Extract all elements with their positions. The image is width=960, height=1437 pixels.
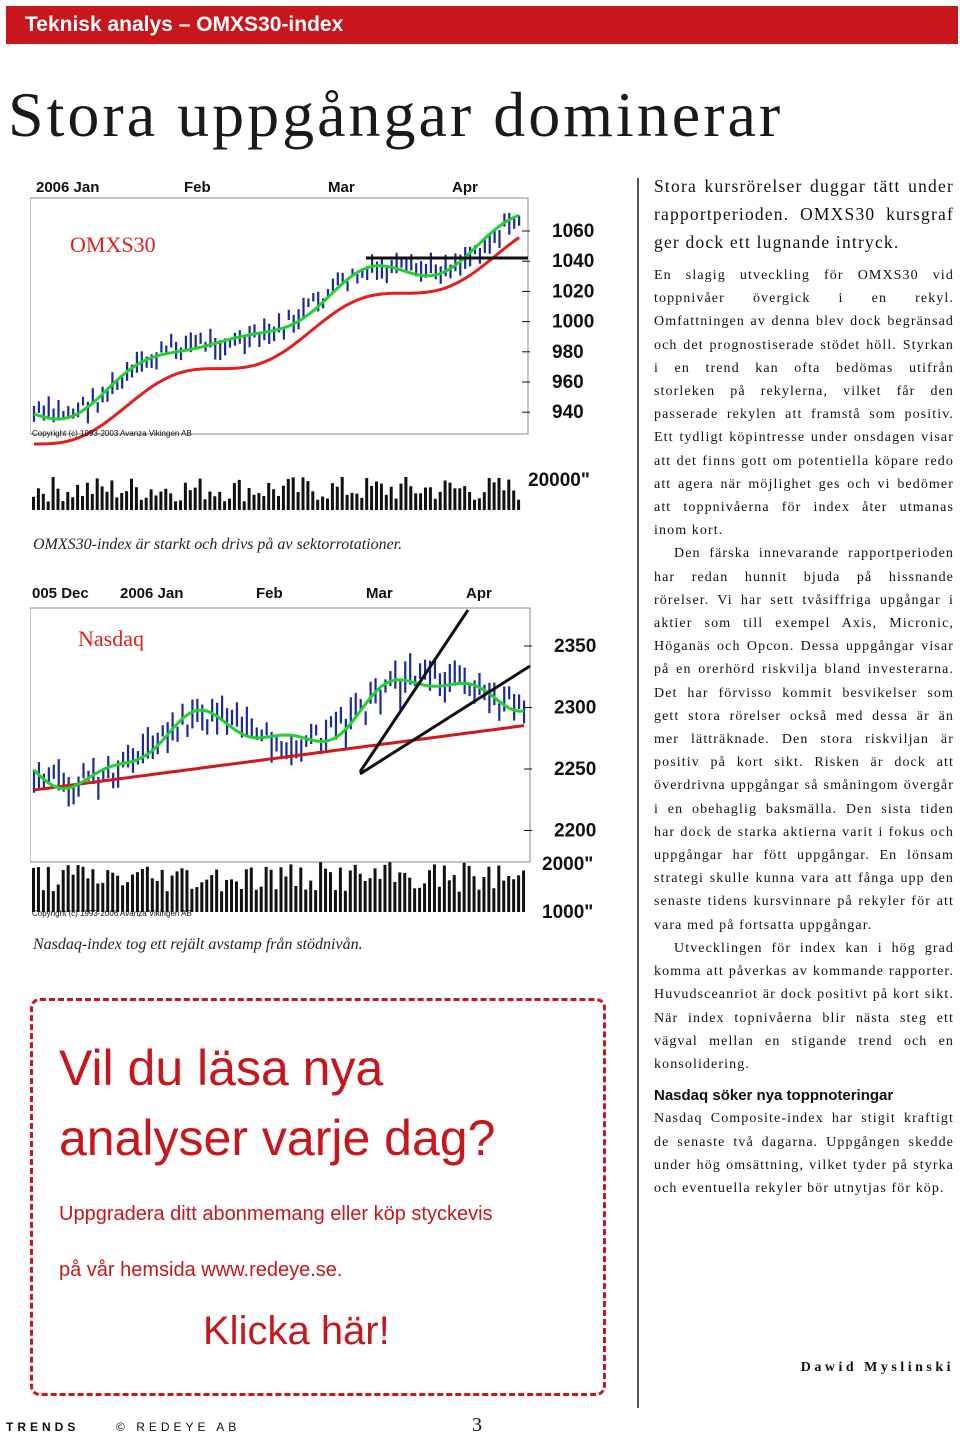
omxs30-axis-label: 980 bbox=[552, 341, 584, 363]
omxs30-month-label: Feb bbox=[184, 179, 211, 196]
omxs30-volume-bar bbox=[336, 487, 339, 510]
omxs30-volume-bar bbox=[248, 488, 251, 510]
omxs30-volume-bar bbox=[507, 480, 510, 510]
nasdaq-volume-bar bbox=[181, 868, 184, 912]
omxs30-volume-bar bbox=[390, 487, 393, 510]
nasdaq-volume-bar bbox=[205, 880, 208, 912]
omxs30-volume-bar bbox=[375, 481, 378, 510]
nasdaq-volume-bar bbox=[314, 890, 317, 912]
nasdaq-volume-bar bbox=[200, 882, 203, 912]
omxs30-volume-bar bbox=[282, 486, 285, 510]
nasdaq-volume-bar bbox=[329, 872, 332, 912]
article-column bbox=[654, 172, 954, 1200]
nasdaq-volume-bar bbox=[215, 870, 218, 912]
omxs30-volume-bar bbox=[331, 483, 334, 510]
nasdaq-volume-bar bbox=[517, 875, 520, 912]
omxs30-volume-bar bbox=[302, 477, 305, 510]
article-paragraph: En slagig utveckling för OMXS30 vid toppnivåer övergick i en rekyl. Omfattningen av denna blev dock begränsad och det prognostiserade stödet höll. Styrkan i en trend kan ofta bedömas utifrån storleken på rekylerna, vilket får den passerade rekylen att framstå som positiv. Ett tydligt köpintresse under onsdagen visar att det finns gott om potentiella köpare redo att agera när möjlighet ges och vi bedömer att toppnivåerna för index åter utmanas inom kort. bbox=[654, 268, 954, 539]
nasdaq-volume-bar bbox=[250, 867, 253, 912]
omxs30-volume-bar bbox=[385, 495, 388, 510]
nasdaq-volume-bar bbox=[171, 876, 174, 912]
nasdaq-volume-bar bbox=[111, 873, 114, 912]
nasdaq-volume-bar bbox=[294, 886, 297, 912]
nasdaq-volume-bar bbox=[156, 881, 159, 912]
nasdaq-volume-bar bbox=[468, 866, 471, 912]
nasdaq-volume-bar bbox=[265, 867, 268, 912]
omxs30-volume-bar bbox=[184, 483, 187, 510]
omxs30-copyright: Copyright (c) 1993-2003 Avanza Vikingen AB bbox=[32, 429, 192, 438]
nasdaq-volume-bar bbox=[62, 870, 65, 912]
nasdaq-volume-bar bbox=[220, 891, 223, 912]
omxs30-series-name: OMXS30 bbox=[70, 232, 156, 257]
omxs30-volume-bar bbox=[439, 492, 442, 510]
omxs30-volume-bar bbox=[449, 483, 452, 510]
omxs30-volume-bar bbox=[243, 501, 246, 510]
nasdaq-volume-bar bbox=[438, 887, 441, 912]
omxs30-volume-bar bbox=[267, 483, 270, 510]
nasdaq-month-label: 005 Dec bbox=[32, 585, 89, 602]
nasdaq-volume-bar bbox=[121, 885, 124, 912]
nasdaq-volume-bar bbox=[86, 878, 89, 912]
nasdaq-volume-bar bbox=[492, 888, 495, 912]
omxs30-volume-bar bbox=[306, 481, 309, 510]
omxs30-volume-bar bbox=[145, 498, 148, 510]
omxs30-volume-bar bbox=[400, 484, 403, 510]
nasdaq-volume-bar bbox=[195, 887, 198, 912]
nasdaq-volume-bar bbox=[443, 865, 446, 912]
section-title: Teknisk analys – OMXS30-index bbox=[25, 13, 344, 36]
nasdaq-chart bbox=[30, 580, 616, 925]
nasdaq-volume-bar bbox=[37, 867, 40, 912]
omxs30-volume-label: 20000" bbox=[528, 470, 590, 491]
nasdaq-volume-bar bbox=[101, 883, 104, 912]
nasdaq-volume-bar bbox=[324, 869, 327, 912]
nasdaq-volume-bar bbox=[458, 892, 461, 912]
ad-headline-2: analyser varje dag? bbox=[59, 1110, 496, 1166]
omxs30-volume-bar bbox=[287, 479, 290, 510]
omxs30-volume-bar bbox=[370, 486, 373, 510]
omxs30-volume-bar bbox=[228, 499, 231, 510]
omxs30-volume-bar bbox=[150, 489, 153, 510]
nasdaq-volume-bar bbox=[448, 880, 451, 912]
omxs30-volume-bar bbox=[365, 478, 368, 510]
omxs30-volume-bar bbox=[409, 486, 412, 510]
omxs30-volume-bar bbox=[395, 499, 398, 510]
omxs30-volume-bar bbox=[458, 488, 461, 510]
omxs30-volume-bar bbox=[262, 496, 265, 510]
omxs30-volume-bar bbox=[125, 491, 128, 510]
nasdaq-volume-bar bbox=[82, 867, 85, 912]
nasdaq-volume-bar bbox=[146, 867, 149, 912]
omxs30-volume-bar bbox=[189, 490, 192, 510]
nasdaq-volume-bar bbox=[235, 881, 238, 912]
ad-headline-1: Vil du läsa nya bbox=[59, 1040, 384, 1096]
omxs30-volume-bar bbox=[96, 478, 99, 510]
omxs30-axis-label: 1020 bbox=[552, 281, 595, 303]
omxs30-volume-bar bbox=[292, 477, 295, 510]
omxs30-volume-bar bbox=[179, 500, 182, 510]
omxs30-volume-bar bbox=[360, 498, 363, 510]
nasdaq-volume-bar bbox=[225, 880, 228, 912]
nasdaq-volume-bar bbox=[176, 871, 179, 912]
omxs30-volume-bar bbox=[174, 501, 177, 510]
nasdaq-volume-bar bbox=[522, 871, 525, 912]
nasdaq-volume-label: 1000" bbox=[542, 902, 594, 923]
nasdaq-volume-bar bbox=[398, 872, 401, 912]
omxs30-volume-bar bbox=[164, 489, 167, 510]
nasdaq-volume-bar bbox=[319, 862, 322, 912]
omxs30-volume-bar bbox=[380, 484, 383, 510]
nasdaq-volume-bar bbox=[379, 879, 382, 912]
omxs30-volume-bar bbox=[429, 487, 432, 510]
omxs30-volume-bar bbox=[316, 500, 319, 510]
omxs30-volume-bar bbox=[32, 497, 35, 510]
omxs30-axis-label: 940 bbox=[552, 402, 584, 424]
nasdaq-volume-bar bbox=[473, 876, 476, 912]
nasdaq-volume-bar bbox=[487, 867, 490, 912]
omxs30-volume-bar bbox=[311, 491, 314, 510]
nasdaq-volume-bar bbox=[141, 869, 144, 912]
omxs30-volume-bar bbox=[253, 495, 256, 510]
nasdaq-volume-bar bbox=[151, 878, 154, 912]
omxs30-volume-bar bbox=[52, 477, 55, 510]
omxs30-volume-bar bbox=[194, 488, 197, 510]
nasdaq-volume-bar bbox=[428, 870, 431, 912]
omxs30-volume-bar bbox=[502, 490, 505, 510]
nasdaq-volume-bar bbox=[57, 885, 60, 912]
omxs30-volume-bar bbox=[47, 501, 50, 510]
omxs30-volume-bar bbox=[115, 497, 118, 510]
omxs30-volume-bar bbox=[419, 493, 422, 510]
omxs30-volume-bar bbox=[81, 496, 84, 510]
omxs30-volume-bar bbox=[355, 494, 358, 510]
omxs30-volume-bar bbox=[101, 486, 104, 510]
nasdaq-axis-label: 2350 bbox=[554, 636, 597, 657]
omxs30-volume-bar bbox=[453, 488, 456, 510]
nasdaq-volume-bar bbox=[72, 875, 75, 912]
nasdaq-volume-bar bbox=[433, 864, 436, 912]
omxs30-volume-bar bbox=[57, 489, 60, 510]
nasdaq-month-label: Mar bbox=[366, 585, 393, 602]
article-lead: Stora kursrörelser duggar tätt under rapportperioden. OMXS30 kursgraf ger dock ett lugnande intryck. bbox=[654, 176, 954, 252]
omxs30-volume-bar bbox=[414, 493, 417, 510]
nasdaq-volume-bar bbox=[91, 869, 94, 912]
nasdaq-volume-label: 2000" bbox=[542, 854, 594, 875]
omxs30-volume-bar bbox=[483, 492, 486, 510]
nasdaq-volume-bar bbox=[339, 868, 342, 912]
nasdaq-volume-bar bbox=[230, 879, 233, 912]
nasdaq-month-label: 2006 Jan bbox=[120, 585, 184, 602]
nasdaq-volume-bar bbox=[463, 863, 466, 912]
omxs30-volume-bar bbox=[404, 477, 407, 510]
omxs30-volume-bar bbox=[434, 499, 437, 510]
column-divider bbox=[637, 178, 639, 1408]
omxs30-volume-bar bbox=[468, 492, 471, 510]
nasdaq-volume-bar bbox=[96, 883, 99, 912]
omxs30-volume-bar bbox=[493, 482, 496, 510]
nasdaq-axis-label: 2300 bbox=[554, 697, 597, 719]
nasdaq-volume-bar bbox=[210, 875, 213, 912]
omxs30-volume-bar bbox=[238, 480, 241, 510]
nasdaq-month-label: Apr bbox=[466, 585, 492, 602]
nasdaq-volume-bar bbox=[413, 888, 416, 912]
nasdaq-volume-bar bbox=[408, 878, 411, 912]
nasdaq-volume-bar bbox=[185, 870, 188, 912]
nasdaq-volume-bar bbox=[309, 881, 312, 912]
omxs30-volume-bar bbox=[61, 501, 64, 510]
nasdaq-volume-bar bbox=[245, 869, 248, 912]
nasdaq-volume-bar bbox=[403, 873, 406, 912]
footer-copyright: © REDEYE AB bbox=[116, 1420, 241, 1434]
omxs30-volume-bar bbox=[488, 478, 491, 510]
omxs30-volume-bar bbox=[140, 500, 143, 510]
footer-brand: TRENDS bbox=[6, 1420, 80, 1434]
omxs30-volume-bar bbox=[346, 495, 349, 510]
nasdaq-month-label: Feb bbox=[256, 585, 283, 602]
omxs30-month-label: Mar bbox=[328, 179, 355, 196]
omxs30-volume-bar bbox=[159, 492, 162, 510]
omxs30-volume-bar bbox=[257, 493, 260, 510]
nasdaq-volume-bar bbox=[334, 890, 337, 912]
nasdaq-volume-bar bbox=[126, 882, 129, 912]
article-subheading: Nasdaq söker nya toppnoteringar bbox=[654, 1087, 894, 1105]
nasdaq-volume-bar bbox=[349, 870, 352, 912]
omxs30-volume-bar bbox=[208, 491, 211, 510]
omxs30-volume-bar bbox=[204, 499, 207, 510]
omxs30-volume-bar bbox=[444, 481, 447, 510]
nasdaq-volume-bar bbox=[260, 887, 263, 912]
omxs30-volume-bar bbox=[473, 500, 476, 510]
omxs30-volume-bar bbox=[76, 485, 79, 510]
nasdaq-volume-bar bbox=[304, 890, 307, 912]
omxs30-volume-bar bbox=[199, 479, 202, 510]
omxs30-volume-bar bbox=[37, 488, 40, 510]
nasdaq-volume-bar bbox=[374, 868, 377, 912]
omxs30-volume-bar bbox=[512, 491, 515, 510]
omxs30-volume-bar bbox=[91, 494, 94, 510]
click-here-link[interactable]: Klicka här! bbox=[203, 1309, 390, 1353]
nasdaq-volume-bar bbox=[47, 867, 50, 912]
section-header-bar bbox=[6, 6, 958, 44]
omxs30-volume-bar bbox=[326, 499, 329, 510]
nasdaq-volume-bar bbox=[131, 875, 134, 912]
omxs30-volume-bar bbox=[341, 477, 344, 510]
article-paragraph: Den färska innevarande rapportperioden har redan hunnit bjuda på hissnande rörelser. Vi har sett tvåsiffriga upgångar i aktier som till exempel Axis, Micronic, Höganäs och Opcon. Dessa uppgångar visar på en orerhörd riskvilja bland investerarna. Det har förvisso kommit besvikelser som gett stora rörelser också med dessa är än mer lätträknade. Den stora riskviljan är positiv på kort sikt. Risken är dock att överdrivna uppgångar så småningom övergår i en obehaglig baksmälla. Den sista tiden har dock de starka aktierna varit i fokus och uppgångar har fött uppgångar. En lönsam strategi skulle kunna vara att fånga upp den senaste tidens kursvinnare på rekyler för att vara med på fortsatta uppgångar. bbox=[654, 546, 954, 933]
nasdaq-copyright: Copyright (c) 1993-2006 Avanza Vikingen AB bbox=[32, 909, 192, 918]
omxs30-volume-bar bbox=[86, 483, 89, 510]
omxs30-volume-bar bbox=[233, 483, 236, 510]
nasdaq-volume-bar bbox=[32, 868, 35, 912]
omxs30-volume-bar bbox=[223, 501, 226, 510]
nasdaq-volume-bar bbox=[512, 879, 515, 912]
nasdaq-axis-label: 2200 bbox=[554, 820, 597, 842]
page-number: 3 bbox=[472, 1414, 482, 1436]
omxs30-volume-bar bbox=[213, 496, 216, 510]
omxs30-volume-bar bbox=[169, 493, 172, 510]
omxs30-volume-bar bbox=[498, 478, 501, 510]
subscription-ad[interactable] bbox=[30, 998, 606, 1396]
omxs30-volume-bar bbox=[424, 488, 427, 510]
nasdaq-volume-bar bbox=[482, 877, 485, 912]
nasdaq-volume-bar bbox=[284, 876, 287, 912]
omxs30-axis-label: 1000 bbox=[552, 311, 595, 333]
nasdaq-volume-bar bbox=[275, 889, 278, 912]
nasdaq-caption: Nasdaq-index tog ett rejält avstamp från stödnivån. bbox=[33, 936, 363, 953]
nasdaq-volume-bar bbox=[270, 870, 273, 912]
article-paragraph: Nasdaq Composite-index har stigit kraftigt de senaste två dagarna. Uppgången skedde under hög omsättning, vilket tyder på styrka och eventuella rekyler bör utnytjas för köp. bbox=[654, 1111, 954, 1196]
nasdaq-volume-bar bbox=[478, 890, 481, 912]
nasdaq-volume-bar bbox=[383, 865, 386, 912]
nasdaq-volume-bar bbox=[364, 881, 367, 912]
nasdaq-volume-bar bbox=[136, 872, 139, 912]
nasdaq-volume-bar bbox=[388, 862, 391, 912]
nasdaq-volume-bar bbox=[280, 867, 283, 912]
omxs30-volume-bar bbox=[517, 500, 520, 510]
omxs30-month-label: Apr bbox=[452, 179, 478, 196]
omxs30-volume-bar bbox=[135, 487, 138, 510]
nasdaq-volume-bar bbox=[418, 888, 421, 912]
nasdaq-volume-bar bbox=[502, 881, 505, 912]
omxs30-volume-bar bbox=[110, 480, 113, 510]
nasdaq-volume-bar bbox=[289, 864, 292, 912]
page-headline: Stora uppgångar dominerar bbox=[8, 79, 784, 150]
nasdaq-volume-bar bbox=[255, 890, 258, 912]
nasdaq-volume-bar bbox=[369, 878, 372, 912]
omxs30-volume-bar bbox=[42, 494, 45, 510]
nasdaq-volume-bar bbox=[240, 889, 243, 912]
omxs30-volume-bar bbox=[218, 492, 221, 510]
nasdaq-axis-label: 2250 bbox=[554, 759, 597, 780]
omxs30-volume-bar bbox=[120, 493, 123, 510]
omxs30-volume-bar bbox=[106, 492, 109, 510]
nasdaq-volume-bar bbox=[106, 870, 109, 912]
omxs30-caption: OMXS30-index är starkt och drivs på av sektorrotationer. bbox=[33, 536, 403, 553]
nasdaq-volume-bar bbox=[67, 865, 70, 912]
nasdaq-volume-bar bbox=[423, 883, 426, 912]
nasdaq-volume-bar bbox=[299, 867, 302, 912]
nasdaq-volume-bar bbox=[359, 874, 362, 912]
omxs30-volume-bar bbox=[130, 479, 133, 510]
omxs30-volume-bar bbox=[478, 498, 481, 510]
nasdaq-volume-bar bbox=[116, 876, 119, 912]
omxs30-axis-label: 1060 bbox=[552, 221, 595, 242]
omxs30-volume-bar bbox=[272, 489, 275, 510]
omxs30-axis-label: 960 bbox=[552, 372, 584, 393]
omxs30-volume-bar bbox=[351, 493, 354, 510]
nasdaq-volume-bar bbox=[77, 865, 80, 912]
author-byline: Dawid Myslinski bbox=[800, 1360, 954, 1375]
nasdaq-volume-bar bbox=[344, 891, 347, 912]
omxs30-volume-bar bbox=[297, 492, 300, 510]
omxs30-volume-bar bbox=[463, 486, 466, 510]
nasdaq-volume-bar bbox=[453, 875, 456, 912]
nasdaq-volume-bar bbox=[393, 882, 396, 912]
nasdaq-volume-bar bbox=[161, 870, 164, 912]
page-footer bbox=[6, 1420, 240, 1434]
omxs30-volume-bar bbox=[155, 495, 158, 510]
nasdaq-volume-bar bbox=[354, 865, 357, 912]
omxs30-volume-bar bbox=[71, 497, 74, 510]
omxs30-chart bbox=[30, 176, 616, 516]
nasdaq-volume-bar bbox=[497, 866, 500, 912]
ad-text-2: på vår hemsida www.redeye.se. bbox=[59, 1259, 343, 1281]
nasdaq-volume-bar bbox=[507, 876, 510, 912]
omxs30-volume-bar bbox=[321, 497, 324, 510]
article-paragraph: Utvecklingen för index kan i hög grad komma att påverkas av kommande rapporter. Huvudsceanriot är dock positivt på kort sikt. När index topnivåerna blir nästa steg ett vägval mellan en stigande trend och en konsolidering. bbox=[654, 940, 954, 1072]
omxs30-volume-bar bbox=[66, 492, 69, 510]
omxs30-volume-bar bbox=[277, 496, 280, 510]
nasdaq-series-name: Nasdaq bbox=[78, 626, 144, 651]
omxs30-axis-label: 1040 bbox=[552, 251, 595, 273]
omxs30-month-label: 2006 Jan bbox=[36, 179, 100, 196]
ad-text-1: Uppgradera ditt abonmemang eller köp styckevis bbox=[59, 1203, 493, 1225]
